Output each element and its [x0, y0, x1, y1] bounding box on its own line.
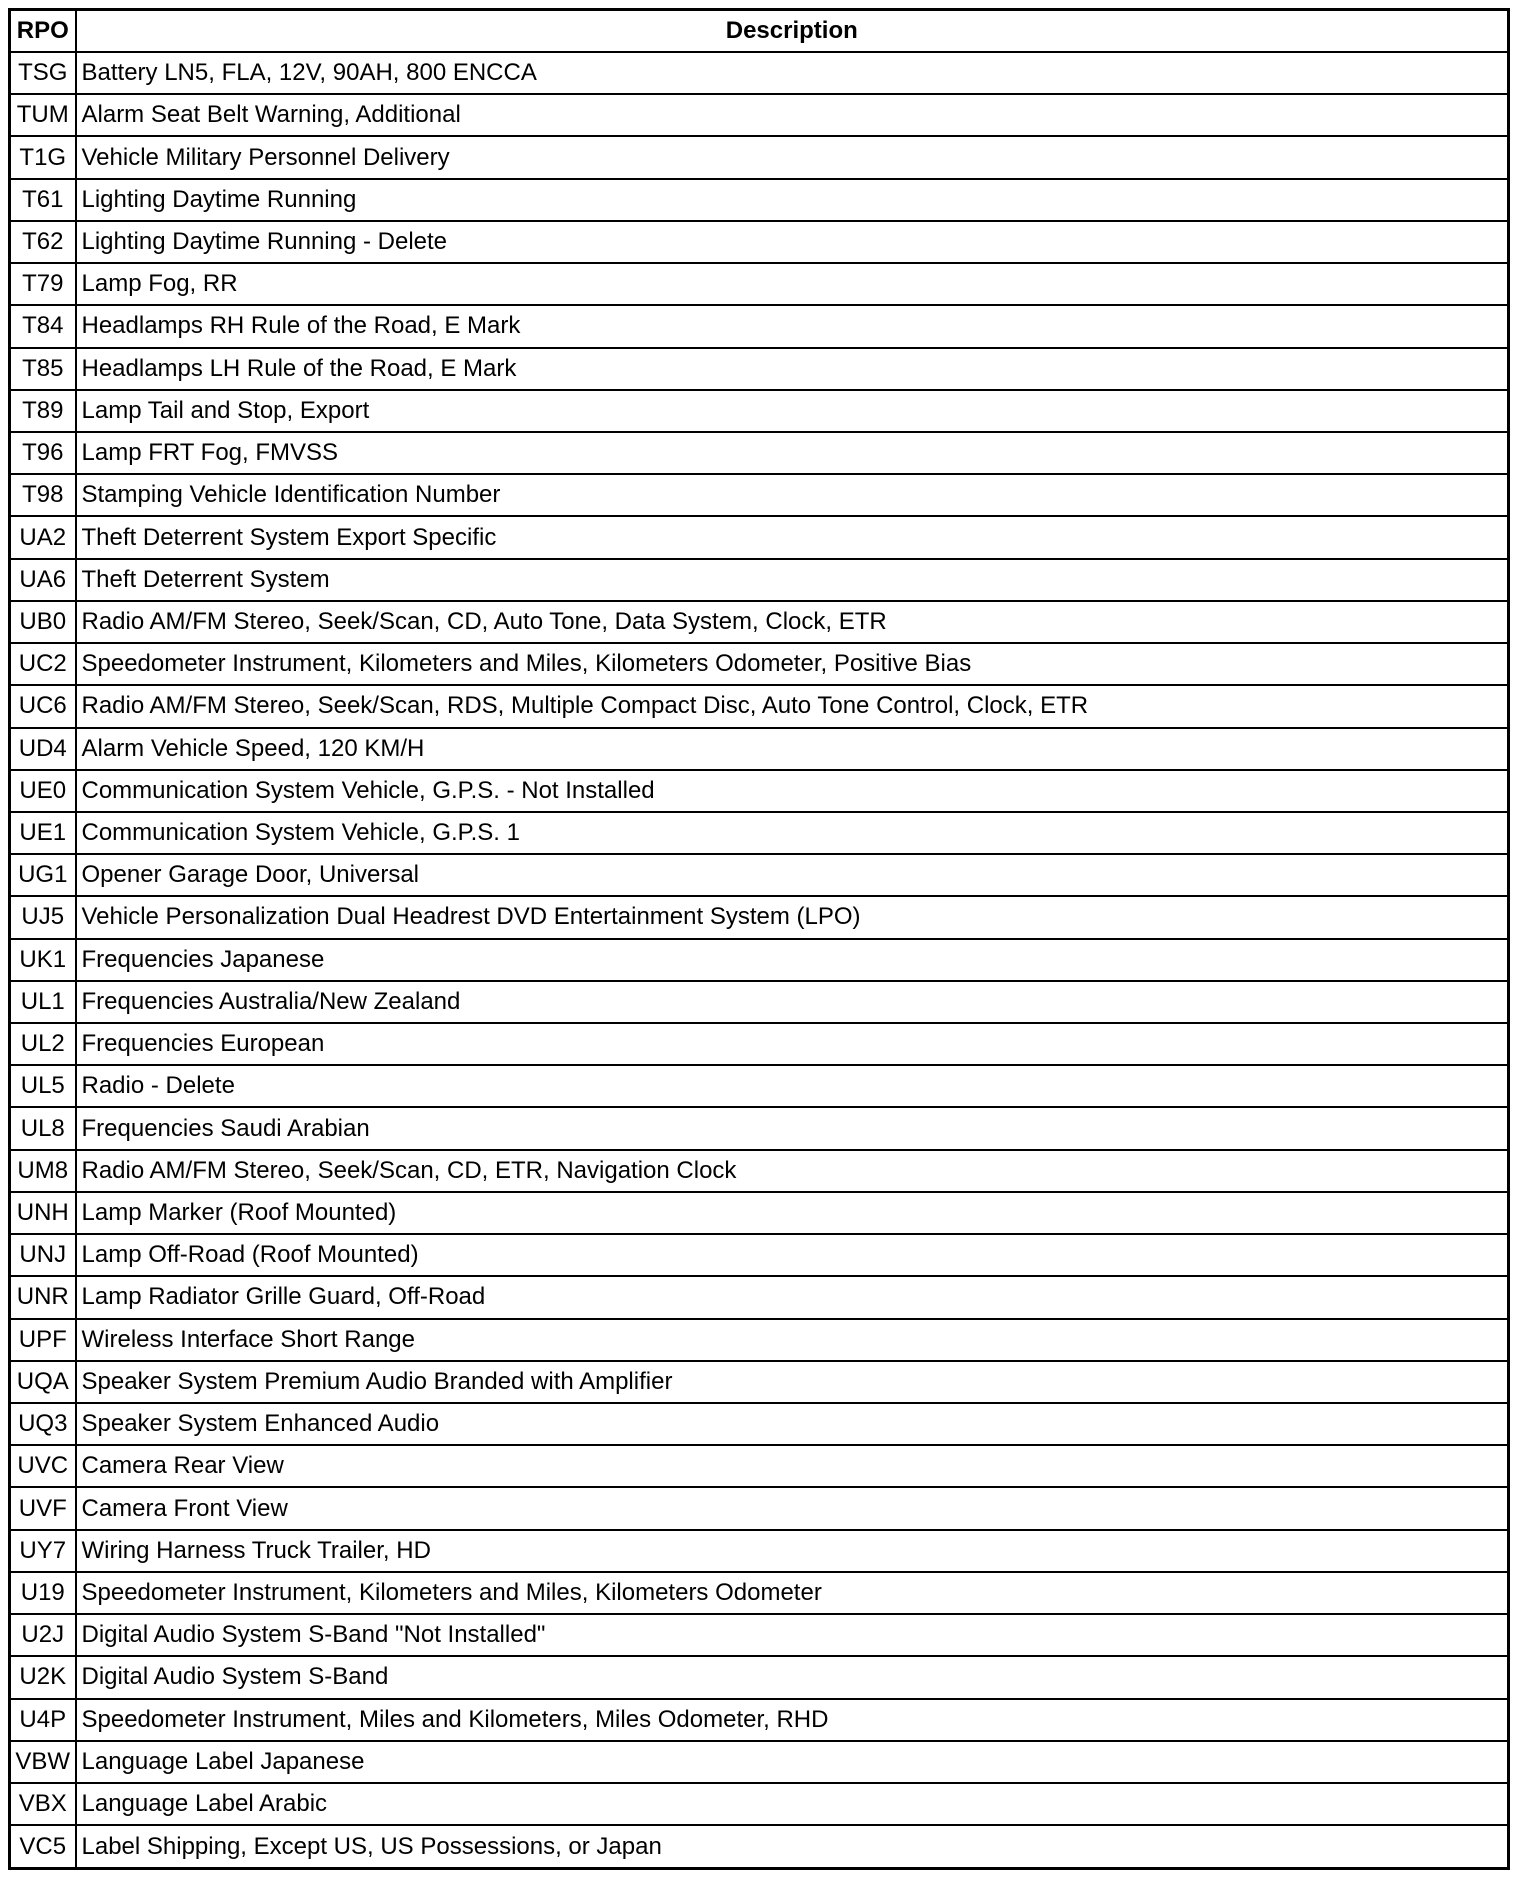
rpo-code-cell: T1G: [10, 136, 76, 178]
rpo-code-cell: UB0: [10, 601, 76, 643]
description-cell: Lamp Marker (Roof Mounted): [76, 1192, 1509, 1234]
rpo-code-cell: UVC: [10, 1445, 76, 1487]
description-cell: Vehicle Personalization Dual Headrest DVD Entertainment System (LPO): [76, 896, 1509, 938]
table-row: [10, 728, 1509, 770]
rpo-code-cell: T84: [10, 305, 76, 347]
table-row: [10, 474, 1509, 516]
rpo-code-cell: T96: [10, 432, 76, 474]
rpo-code-cell: T89: [10, 390, 76, 432]
description-cell: Frequencies European: [76, 1023, 1509, 1065]
description-cell: Headlamps LH Rule of the Road, E Mark: [76, 348, 1509, 390]
table-row: [10, 1361, 1509, 1403]
description-cell: Lighting Daytime Running: [76, 179, 1509, 221]
table-row: [10, 390, 1509, 432]
description-cell: Speaker System Enhanced Audio: [76, 1403, 1509, 1445]
rpo-code-cell: UG1: [10, 854, 76, 896]
rpo-code-cell: VBX: [10, 1783, 76, 1825]
table-row: [10, 1150, 1509, 1192]
table-row: [10, 685, 1509, 727]
description-cell: Vehicle Military Personnel Delivery: [76, 136, 1509, 178]
rpo-code-cell: UA2: [10, 516, 76, 558]
rpo-code-cell: UY7: [10, 1530, 76, 1572]
table-body: [10, 52, 1509, 1869]
table-row: [10, 136, 1509, 178]
description-cell: Wireless Interface Short Range: [76, 1319, 1509, 1361]
description-cell: Lamp Tail and Stop, Export: [76, 390, 1509, 432]
description-cell: Frequencies Australia/New Zealand: [76, 981, 1509, 1023]
table-row: [10, 770, 1509, 812]
table-row: [10, 981, 1509, 1023]
description-cell: Stamping Vehicle Identification Number: [76, 474, 1509, 516]
description-cell: Wiring Harness Truck Trailer, HD: [76, 1530, 1509, 1572]
rpo-code-cell: UVF: [10, 1487, 76, 1529]
description-cell: Alarm Seat Belt Warning, Additional: [76, 94, 1509, 136]
table-row: [10, 1614, 1509, 1656]
table-row: [10, 1825, 1509, 1868]
table-row: [10, 1023, 1509, 1065]
description-cell: Communication System Vehicle, G.P.S. - Not Installed: [76, 770, 1509, 812]
rpo-code-cell: UE0: [10, 770, 76, 812]
description-cell: Camera Rear View: [76, 1445, 1509, 1487]
table-row: [10, 52, 1509, 94]
table-row: [10, 1403, 1509, 1445]
rpo-code-cell: T61: [10, 179, 76, 221]
rpo-code-cell: UJ5: [10, 896, 76, 938]
rpo-column-header: RPO: [10, 10, 76, 53]
description-cell: Battery LN5, FLA, 12V, 90AH, 800 ENCCA: [76, 52, 1509, 94]
rpo-code-cell: UNR: [10, 1276, 76, 1318]
rpo-code-cell: UL2: [10, 1023, 76, 1065]
description-cell: Speedometer Instrument, Kilometers and Miles, Kilometers Odometer, Positive Bias: [76, 643, 1509, 685]
table-row: [10, 1783, 1509, 1825]
table-row: [10, 896, 1509, 938]
rpo-code-cell: U2K: [10, 1656, 76, 1698]
rpo-code-cell: UQ3: [10, 1403, 76, 1445]
rpo-code-cell: TUM: [10, 94, 76, 136]
rpo-code-cell: VC5: [10, 1825, 76, 1868]
rpo-code-cell: UL1: [10, 981, 76, 1023]
description-cell: Radio AM/FM Stereo, Seek/Scan, CD, Auto Tone, Data System, Clock, ETR: [76, 601, 1509, 643]
description-cell: Digital Audio System S-Band "Not Installed": [76, 1614, 1509, 1656]
table-row: [10, 516, 1509, 558]
description-cell: Headlamps RH Rule of the Road, E Mark: [76, 305, 1509, 347]
table-row: [10, 601, 1509, 643]
table-row: [10, 1741, 1509, 1783]
description-cell: Opener Garage Door, Universal: [76, 854, 1509, 896]
table-row: [10, 1656, 1509, 1698]
description-cell: Communication System Vehicle, G.P.S. 1: [76, 812, 1509, 854]
table-row: [10, 1276, 1509, 1318]
rpo-code-cell: UE1: [10, 812, 76, 854]
rpo-code-cell: UC2: [10, 643, 76, 685]
table-row: [10, 643, 1509, 685]
description-cell: Digital Audio System S-Band: [76, 1656, 1509, 1698]
rpo-code-cell: UPF: [10, 1319, 76, 1361]
rpo-code-cell: T79: [10, 263, 76, 305]
table-row: [10, 1572, 1509, 1614]
description-cell: Radio AM/FM Stereo, Seek/Scan, RDS, Multiple Compact Disc, Auto Tone Control, Clock, ETR: [76, 685, 1509, 727]
description-cell: Language Label Japanese: [76, 1741, 1509, 1783]
description-cell: Frequencies Japanese: [76, 939, 1509, 981]
description-cell: Camera Front View: [76, 1487, 1509, 1529]
rpo-code-cell: UC6: [10, 685, 76, 727]
rpo-code-cell: UA6: [10, 559, 76, 601]
rpo-code-cell: U2J: [10, 1614, 76, 1656]
description-cell: Frequencies Saudi Arabian: [76, 1107, 1509, 1149]
table-row: [10, 179, 1509, 221]
description-cell: Speaker System Premium Audio Branded with Amplifier: [76, 1361, 1509, 1403]
table-row: [10, 812, 1509, 854]
rpo-code-cell: T98: [10, 474, 76, 516]
rpo-code-cell: UK1: [10, 939, 76, 981]
rpo-table: [8, 8, 1510, 1870]
description-cell: Lighting Daytime Running - Delete: [76, 221, 1509, 263]
description-cell: Language Label Arabic: [76, 1783, 1509, 1825]
description-cell: Speedometer Instrument, Miles and Kilometers, Miles Odometer, RHD: [76, 1699, 1509, 1741]
description-cell: Alarm Vehicle Speed, 120 KM/H: [76, 728, 1509, 770]
description-cell: Lamp Fog, RR: [76, 263, 1509, 305]
table-row: [10, 1107, 1509, 1149]
table-row: [10, 305, 1509, 347]
table-row: [10, 1192, 1509, 1234]
rpo-code-cell: UL5: [10, 1065, 76, 1107]
rpo-code-cell: VBW: [10, 1741, 76, 1783]
description-column-header: Description: [76, 10, 1509, 53]
description-cell: Lamp FRT Fog, FMVSS: [76, 432, 1509, 474]
rpo-code-cell: UNH: [10, 1192, 76, 1234]
description-cell: Radio AM/FM Stereo, Seek/Scan, CD, ETR, Navigation Clock: [76, 1150, 1509, 1192]
header-row: [10, 10, 1509, 53]
description-cell: Label Shipping, Except US, US Possessions, or Japan: [76, 1825, 1509, 1868]
table-row: [10, 1445, 1509, 1487]
table-row: [10, 559, 1509, 601]
table-row: [10, 1234, 1509, 1276]
table-row: [10, 432, 1509, 474]
rpo-code-cell: UNJ: [10, 1234, 76, 1276]
description-cell: Lamp Off-Road (Roof Mounted): [76, 1234, 1509, 1276]
rpo-code-cell: U4P: [10, 1699, 76, 1741]
table-row: [10, 221, 1509, 263]
rpo-code-cell: T85: [10, 348, 76, 390]
description-cell: Theft Deterrent System: [76, 559, 1509, 601]
rpo-code-cell: U19: [10, 1572, 76, 1614]
table-row: [10, 1065, 1509, 1107]
rpo-code-cell: UQA: [10, 1361, 76, 1403]
table-row: [10, 94, 1509, 136]
table-row: [10, 263, 1509, 305]
table-row: [10, 939, 1509, 981]
rpo-code-cell: UL8: [10, 1107, 76, 1149]
table-row: [10, 1530, 1509, 1572]
rpo-code-cell: UD4: [10, 728, 76, 770]
rpo-code-cell: UM8: [10, 1150, 76, 1192]
table-row: [10, 1487, 1509, 1529]
description-cell: Speedometer Instrument, Kilometers and Miles, Kilometers Odometer: [76, 1572, 1509, 1614]
description-cell: Lamp Radiator Grille Guard, Off-Road: [76, 1276, 1509, 1318]
table-row: [10, 1699, 1509, 1741]
table-row: [10, 1319, 1509, 1361]
description-cell: Theft Deterrent System Export Specific: [76, 516, 1509, 558]
rpo-code-cell: TSG: [10, 52, 76, 94]
table-row: [10, 854, 1509, 896]
description-cell: Radio - Delete: [76, 1065, 1509, 1107]
rpo-code-cell: T62: [10, 221, 76, 263]
table-row: [10, 348, 1509, 390]
